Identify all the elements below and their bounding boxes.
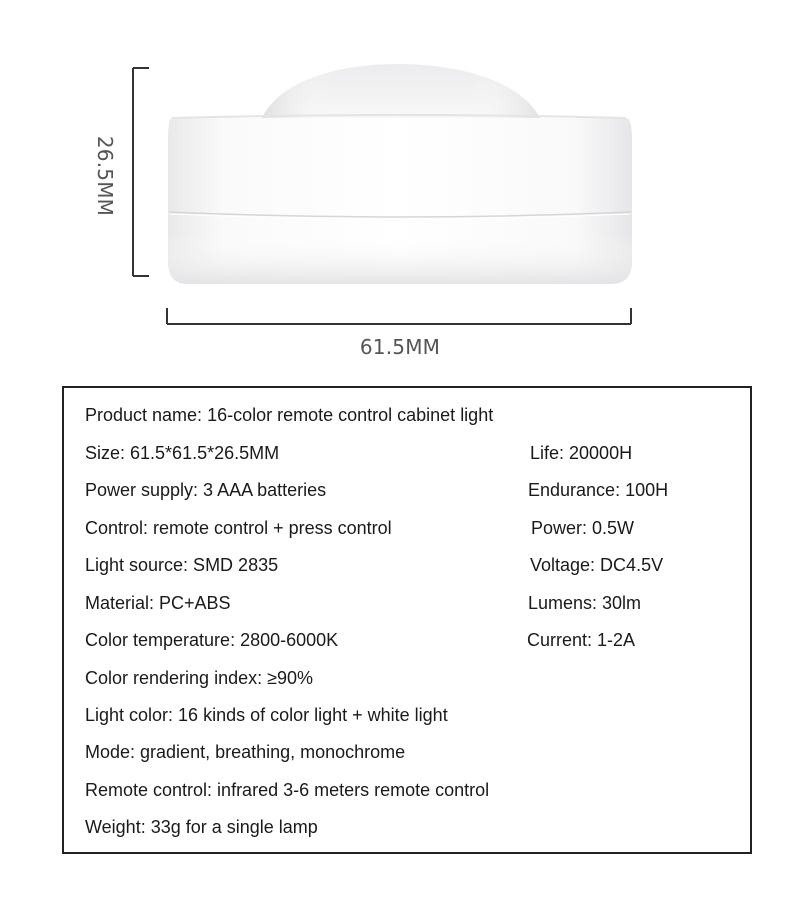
spec-material: Material: PC+ABS — [85, 593, 231, 613]
spec-life: Life: 20000H — [530, 443, 633, 463]
spec-power: Power: 0.5W — [531, 518, 635, 538]
spec-mode: Mode: gradient, breathing, monochrome — [85, 742, 406, 762]
spec-weight: Weight: 33g for a single lamp — [85, 817, 318, 837]
spec-remote-control: Remote control: infrared 3-6 meters remote control — [85, 780, 490, 800]
spec-endurance: Endurance: 100H — [528, 480, 669, 500]
width-dimension-bracket — [167, 308, 631, 324]
spec-power-supply: Power supply: 3 AAA batteries — [85, 480, 327, 500]
spec-voltage: Voltage: DC4.5V — [530, 555, 664, 575]
spec-color-temperature: Color temperature: 2800-6000K — [85, 630, 339, 650]
spec-size: Size: 61.5*61.5*26.5MM — [85, 443, 280, 463]
lamp-product-image — [0, 0, 800, 380]
spec-light-source: Light source: SMD 2835 — [85, 555, 279, 575]
height-dimension-bracket — [133, 68, 149, 276]
lamp-body — [168, 64, 632, 284]
spec-lumens: Lumens: 30lm — [528, 593, 642, 613]
spec-color-rendering-index: Color rendering index: ≥90% — [85, 668, 314, 688]
specifications-table — [62, 386, 752, 854]
height-dimension-label: 26.5MM — [93, 135, 117, 217]
width-dimension-label: 61.5MM — [359, 335, 441, 359]
spec-current: Current: 1-2A — [527, 630, 636, 650]
spec-product-name: Product name: 16-color remote control cabinet light — [85, 405, 494, 425]
spec-control: Control: remote control + press control — [85, 518, 392, 538]
spec-light-color: Light color: 16 kinds of color light + white light — [85, 705, 448, 725]
